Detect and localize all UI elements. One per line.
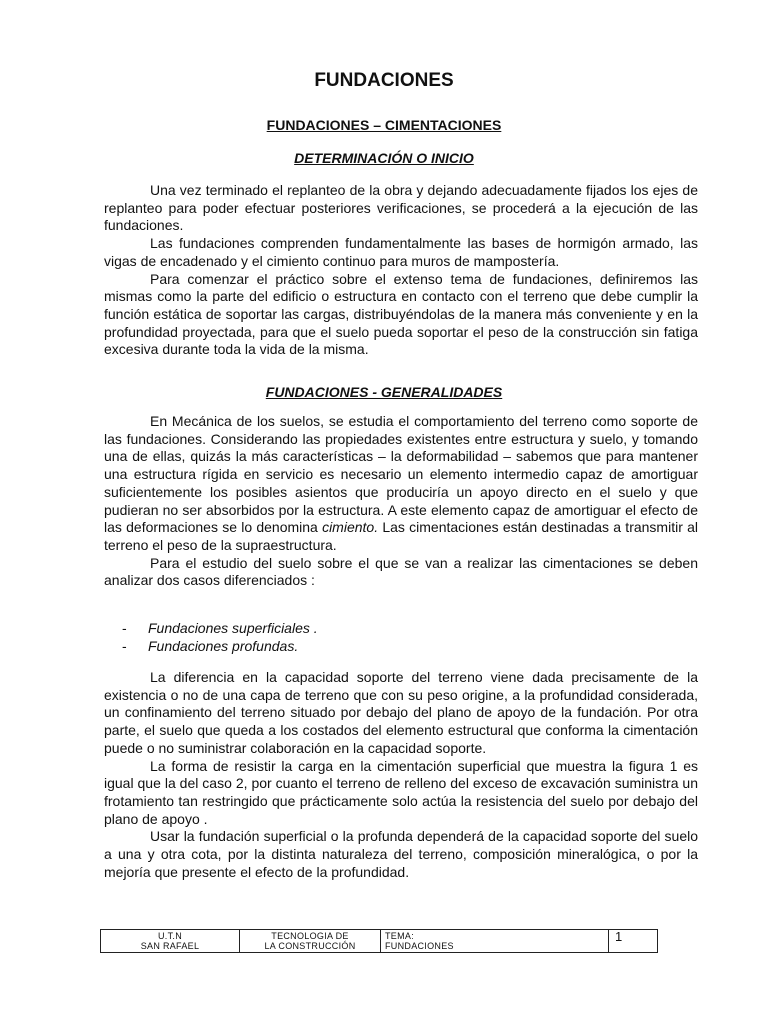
paragraph: Para el estudio del suelo sobre el que se van a realizar las cimentaciones se deben analizar dos casos diferenciados : xyxy=(104,554,698,589)
paragraph: La forma de resistir la carga en la cimentación superficial que muestra la figura 1 es igual que la del caso 2, por cuanto el terreno de relleno del exceso de excavación suministra un frotamiento tan restringido que prácticamente solo actúa la resistencia del suelo por debajo del plano de apoyo . xyxy=(104,757,698,827)
footer-topic-label: TEMA: xyxy=(385,931,415,941)
paragraph xyxy=(104,413,698,555)
footer-institution-line2: SAN RAFAEL xyxy=(140,941,200,951)
section-heading-cimentaciones: FUNDACIONES – CIMENTACIONES xyxy=(266,117,502,133)
list-bullet: - xyxy=(122,637,127,654)
section-generalidades-body xyxy=(104,413,698,590)
page-number: 1 xyxy=(615,929,623,944)
paragraph: La diferencia en la capacidad soporte del terreno viene dada precisamente de la existencia o no de una capa de terreno que con su peso origine, a la profundidad considerada, un confinamiento del terreno situado por debajo del plano de apoyo de la fundación. Por otra parte, el suelo que queda a los costados del elemento estructural que conforma la cimentación puede o no suministrar colaboración en la capacidad soporte. xyxy=(104,669,698,756)
list-item xyxy=(104,638,698,656)
paragraph: Una vez terminado el replanteo de la obra y dejando adecuadamente fijados los ejes de replanteo para poder efectuar posteriores verificaciones, se procederá a la ejecución de las fundaciones. xyxy=(104,182,698,234)
footer-topic-value: FUNDACIONES xyxy=(385,941,454,951)
list-bullet: - xyxy=(122,620,127,636)
section-heading-generalidades: FUNDACIONES - GENERALIDADES xyxy=(265,384,503,400)
footer-subject-line2: LA CONSTRUCCIÓN xyxy=(264,941,356,951)
list-item-text: Fundaciones superficiales . xyxy=(148,620,318,636)
footer-subject-line1: TECNOLOGIA DE xyxy=(271,931,349,941)
list-item-text: Fundaciones profundas. xyxy=(148,637,299,654)
paragraph: Usar la fundación superficial o la profunda dependerá de la capacidad soporte del suelo a una y otra cota, por la distinta naturaleza del terreno, composición mineralógica, o por la mejoría que presente el efecto de la profundidad. xyxy=(104,828,698,880)
term-cimiento: cimiento. xyxy=(322,519,379,536)
paragraph-text: Las cimentaciones están destinadas a transmitir al terreno el peso de la supraestructura. xyxy=(104,519,698,553)
footer-topic xyxy=(381,930,609,952)
document-title: FUNDACIONES xyxy=(314,70,454,91)
footer-subject xyxy=(240,930,381,952)
list-item xyxy=(104,620,698,638)
foundation-types-list xyxy=(104,620,698,655)
footer-institution xyxy=(101,930,240,952)
footer-institution-line1: U.T.N xyxy=(158,931,182,941)
page-footer-table xyxy=(100,929,658,953)
paragraph: Para comenzar el práctico sobre el extenso tema de fundaciones, definiremos las mismas como la parte del edificio o estructura en contacto con el terreno que debe cumplir la función estática de soportar las cargas, distribuyéndolas de la manera más conveniente y en la profundidad proyectada, para que el suelo pueda soportar el peso de la construcción sin fatiga excesiva durante toda la vida de la misma. xyxy=(104,270,698,358)
section-capacidad-body xyxy=(104,669,698,881)
paragraph-text: En Mecánica de los suelos, se estudia el comportamiento del terreno como soporte de las fundaciones. Considerando las propiedades existentes entre estructura y suelo, y tomando una de ellas, quizás la más características – la deformabilidad – sabemos que para mantener una estructura rígida en servicio es necesario un elemento intermedio capaz de amortiguar suficientemente los posibles asientos que produciría un apoyo directo en el suelo y que pudieran no ser absorbidos por la estructura. A este elemento capaz de amortiguar el efecto de las deformaciones se lo denomina xyxy=(104,413,698,536)
paragraph: Las fundaciones comprenden fundamentalmente las bases de hormigón armado, las vigas de encadenado y el cimiento continuo para muros de mampostería. xyxy=(104,235,698,269)
section-inicio-body xyxy=(104,182,698,359)
section-heading-inicio: DETERMINACIÓN O INICIO xyxy=(294,150,474,166)
